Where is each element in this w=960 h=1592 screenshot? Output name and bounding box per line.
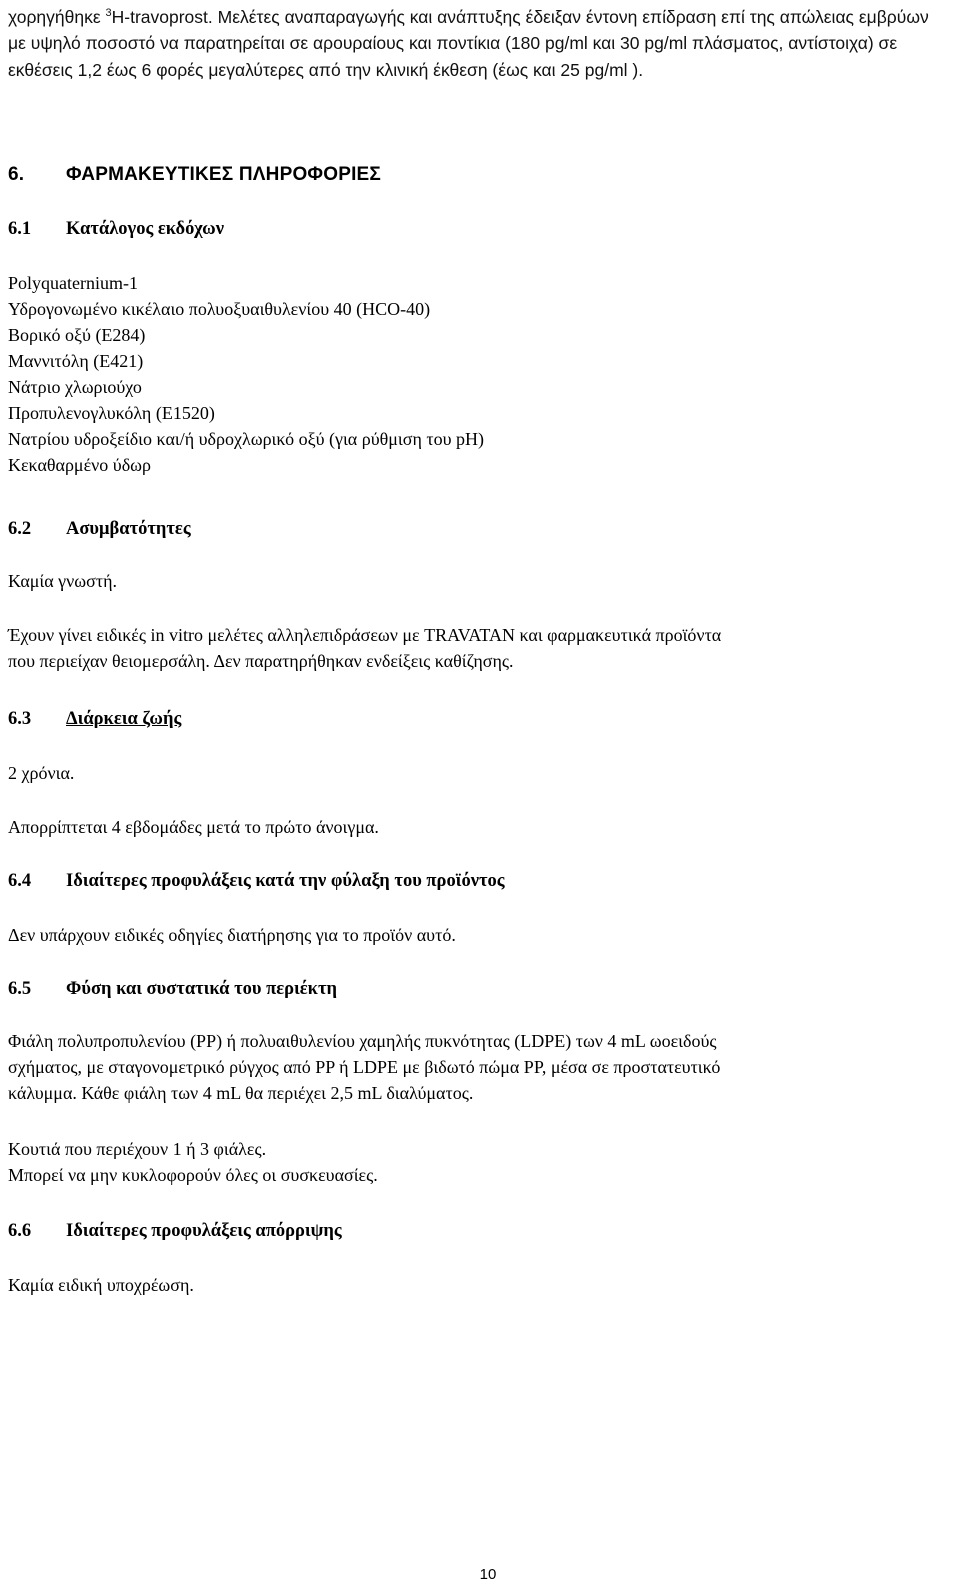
section-6-title: ΦΑΡΜΑΚΕΥΤΙΚΕΣ ΠΛΗΡΟΦΟΡΙΕΣ — [66, 164, 382, 185]
section-6-heading — [8, 162, 381, 188]
excipient-item: Υδρογονωμένο κικέλαιο πολυοξυαιθυλενίου 40 (HCO-40) — [8, 299, 431, 319]
excipients-list — [8, 270, 484, 478]
section-6-number: 6. — [8, 164, 25, 185]
section-6-5-title: Φύση και συστατικά του περιέκτη — [66, 979, 337, 999]
excipient-item: Προπυλενογλυκόλη (E1520) — [8, 403, 215, 423]
section-6-1-number: 6.1 — [8, 219, 32, 239]
pack-sizes-paragraph — [8, 1136, 378, 1188]
page-number: 10 — [479, 1566, 497, 1583]
excipient-item: Νάτριο χλωριούχο — [8, 377, 142, 397]
container-description-paragraph — [8, 1028, 720, 1106]
section-6-2-number: 6.2 — [8, 519, 32, 539]
section-6-3-title: Διάρκεια ζωής — [66, 709, 182, 729]
excipient-item: Κεκαθαρμένο ύδωρ — [8, 455, 152, 475]
excipient-item: Νατρίου υδροξείδιο και/ή υδροχλωρικό οξύ (για ρύθμιση του pH) — [8, 429, 484, 449]
excipient-item: Βορικό οξύ (E284) — [8, 325, 146, 345]
section-6-1-title: Κατάλογος εκδόχων — [66, 219, 224, 239]
shelf-life-text: 2 χρόνια. — [8, 763, 75, 783]
disposal-text: Καμία ειδική υποχρέωση. — [8, 1275, 194, 1295]
storage-text: Δεν υπάρχουν ειδικές οδηγίες διατήρησης για το προϊόν αυτό. — [8, 925, 456, 945]
section-6-6-heading — [8, 1218, 342, 1244]
study-line-2: που περιείχαν θειομερσάλη. Δεν παρατηρήθηκαν ενδείξεις καθίζησης. — [8, 651, 514, 671]
pack-sizes-line-2: Μπορεί να μην κυκλοφορούν όλες οι συσκευασίες. — [8, 1165, 378, 1185]
excipient-item: Μαννιτόλη (E421) — [8, 351, 144, 371]
section-6-5-number: 6.5 — [8, 979, 32, 999]
container-line-2: σχήματος, με σταγονομετρικό ρύγχος από PP ή LDPE με βιδωτό πώμα PP, μέσα σε προστατευτικό — [8, 1057, 721, 1077]
section-6-6-number: 6.6 — [8, 1221, 32, 1241]
discard-after-opening-text: Απορρίπτεται 4 εβδομάδες μετά το πρώτο άνοιγμα. — [8, 817, 379, 837]
study-line-1: Έχουν γίνει ειδικές in vitro μελέτες αλληλεπιδράσεων με TRAVATAN και φαρμακευτικά προϊόντα — [8, 625, 722, 645]
container-line-3: κάλυμμα. Κάθε φιάλη των 4 mL θα περιέχει 2,5 mL διαλύματος. — [8, 1083, 474, 1103]
section-6-2-title: Ασυμβατότητες — [66, 519, 191, 539]
section-6-1-heading — [8, 216, 224, 242]
excipient-item: Polyquaternium-1 — [8, 273, 138, 293]
container-line-1: Φιάλη πολυπροπυλενίου (PP) ή πολυαιθυλενίου χαμηλής πυκνότητας (LDPE) των 4 mL ωοειδούς — [8, 1031, 717, 1051]
section-6-6-title: Ιδιαίτερες προφυλάξεις απόρριψης — [66, 1221, 342, 1241]
intro-paragraph — [8, 4, 948, 83]
incompatibilities-text: Καμία γνωστή. — [8, 571, 117, 591]
section-6-4-heading — [8, 868, 505, 894]
section-6-4-number: 6.4 — [8, 871, 32, 891]
intro-rest: H-travoprost. Μελέτες αναπαραγωγής και ανάπτυξης έδειξαν έντονη επίδραση επί της απώλειας εμβρύων με υψηλό ποσοστό να παρατηρείται σε αρουραίους και ποντίκια (180 pg/ml και 30 pg/ml πλάσματος, αντίστοιχα) σε εκθέσεις 1,2 έως 6 φορές μεγαλύτερες από την κλινική έκθεση (έως και 25 pg/ml ). — [8, 7, 929, 80]
incompatibilities-study-paragraph — [8, 622, 721, 674]
section-6-3-heading — [8, 706, 181, 732]
intro-lead: χορηγήθηκε — [8, 7, 106, 27]
pack-sizes-line-1: Κουτιά που περιέχουν 1 ή 3 φιάλες. — [8, 1139, 267, 1159]
section-6-4-title: Ιδιαίτερες προφυλάξεις κατά την φύλαξη του προϊόντος — [66, 871, 505, 891]
section-6-2-heading — [8, 516, 191, 542]
section-6-5-heading — [8, 976, 337, 1002]
section-6-3-number: 6.3 — [8, 709, 32, 729]
intro-superscript: 3 — [105, 7, 112, 20]
